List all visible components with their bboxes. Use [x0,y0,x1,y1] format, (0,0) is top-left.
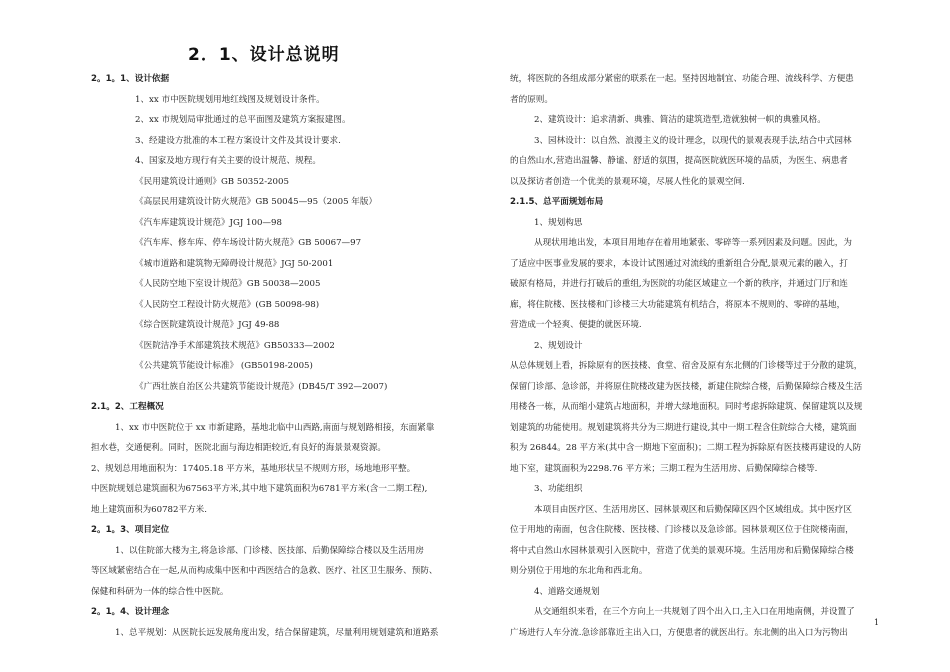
text-line: 积为 26844。28 平方米(其中含一期地下室面积)；二期工程为拆除原有医技楼再建设的人防 [510,443,862,453]
text-line: 《汽车库建筑设计规范》JGJ 100—98 [135,217,282,228]
subheading: 4、道路交通规划 [534,586,600,597]
text-line: 者的原则。 [510,94,553,105]
text-line: 2、xx 市规划局审批通过的总平面图及建筑方案报建图。 [135,115,351,125]
text-line: 《公共建筑节能设计标准》 (GB50198-2005) [135,361,313,371]
subheading: 3、功能组织 [534,484,583,494]
text-line: 担水巷，交通便利。同时，医院北面与海边相距较近,有良好的海景景观资源。 [91,443,386,453]
page-number: 1 [874,618,880,627]
basis-list [91,90,469,172]
section-heading: 2.1.5、总平面规划布局 [510,197,604,207]
text-line: 地上建筑面积为60782平方米. [91,504,208,515]
text-line: 位于用地的南面，包含住院楼、医技楼、门诊楼以及急诊部。园林景观区位于住院楼南面， [510,525,854,535]
text-line: 用楼各一栋，从而缩小建筑占地面积，并增大绿地面积。同时考虑拆除建筑、保留建筑以及规 [510,402,863,412]
position-paragraph [91,541,469,603]
text-line: 广场进行人车分流.急诊部靠近主出入口，方便患者的就医出行。东北侧的出入口为污物出 [510,627,848,638]
text-line: 保健和科研为一体的综合性中医院。 [91,586,229,597]
text-line: 中医院规划总建筑面积为67563平方米,其中地下建筑面积为6781平方米(含一二期工程), [91,484,428,494]
text-line: 了适应中医事业发展的要求，本设计试图通过对流线的重新组合分配,景观元素的融入，打 [510,258,848,269]
text-line: 的自然山水,营造出温馨、静谧、舒适的氛围，提高医院就医环境的品质，为医生、病患者 [510,156,848,166]
landscape-paragraph [510,131,902,193]
right-column [510,69,902,643]
text-line: 《高层民用建筑设计防火规范》GB 50045—95（2005 年版） [135,197,378,207]
text-line: 《广西壮族自治区公共建筑节能设计规范》(DB45/T 392—2007) [135,381,388,392]
function-paragraph [510,500,902,582]
text-line: 1、xx 市中医院位于 xx 市新建路，基地北临中山西路,南面与规划路相接，东面紧靠 [115,422,435,433]
text-line: 从现状用地出发，本项目用地存在着用地紧张、零碎等一系列因素及问题。因此，为 [534,238,852,248]
subheading: 1、规划构思 [534,217,583,228]
text-line: 将中式自然山水园林景观引入医院中，营造了优美的景观环境。生活用房和后勤保障综合楼 [510,545,854,556]
continued-paragraph [510,69,902,110]
text-line: 1、总平规划：从医院长远发展角度出发，结合保留建筑，尽量利用规划建筑和道路系 [115,627,439,638]
text-line: 划建筑的功能使用。规划建筑将共分为三期进行建设,其中一期工程含住院综合大楼，建筑面 [510,422,857,433]
overview-paragraph [91,418,469,521]
road-paragraph [510,602,902,643]
text-line: 3、经建设方批准的本工程方案设计文件及其设计要求. [135,135,341,146]
text-line: 统，将医院的各组成部分紧密的联系在一起。坚持因地制宜、功能合理、流线科学、方便患 [510,74,854,84]
text-line: 地下室，建筑面积为2298.76 平方米；三期工程为生活用房、后勤保障综合楼等. [510,463,818,474]
section-heading: 2。1。1、设计依据 [91,74,170,84]
text-line: 保留门诊部、急诊部，并将原住院楼改建为医技楼，新建住院综合楼，后勤保障综合楼及生活 [510,381,863,392]
text-line: 2、规划总用地面积为：17405.18 平方米，基地形状呈不规则方形，场地地形平整。 [91,463,416,474]
text-line: 4、国家及地方现行有关主要的设计规范、规程。 [135,156,321,166]
text-line: 2、建筑设计：追求清新、典雅、简洁的建筑造型,造就独树一帜的典雅风格。 [534,115,826,125]
section-heading: 2.1。2、工程概况 [91,402,164,412]
plan-paragraph [510,233,902,336]
text-line: 等区域紧密结合在一起,从而构成集中医和中西医结合的急救、医疗、社区卫生服务、预防、 [91,566,438,576]
text-line: 廊，将住院楼、医技楼和门诊楼三大功能建筑有机结合，将原本不规则的、零碎的基地， [510,299,846,310]
subheading: 2、规划设计 [534,340,583,351]
section-heading: 2。1。4、设计理念 [91,607,170,617]
text-line: 破原有格局，并进行打破后的重组,为医院的功能区域建立一个新的秩序，并通过门厅和连 [510,279,848,289]
text-line: 3、园林设计：以自然、浪漫主义的设计理念，以现代的景观表现手法,结合中式园林 [534,135,852,146]
text-line: 以及探访者创造一个优美的景观环境，尽展人性化的景观空间. [510,176,745,187]
text-line: 《汽车库、修车库、停车场设计防火规范》GB 50067—97 [135,238,362,248]
text-line: 《医院洁净手术部建筑技术规范》GB50333—2002 [135,340,335,351]
text-line: 营造成一个轻爽、便捷的就医环境. [510,320,642,330]
section-heading: 2。1。3、项目定位 [91,525,170,535]
text-line: 《城市道路和建筑物无障碍设计规范》JGJ 50-2001 [135,258,334,269]
text-line: 《人民防空地下室设计规范》GB 50038—2005 [135,279,321,289]
text-line: 《人民防空工程设计防火规范》(GB 50098-98) [135,299,320,310]
design-paragraph [510,356,902,479]
text-line: 则分别位于用地的东北角和西北角。 [510,566,648,576]
text-line: 1、xx 市中医院规划用地红线图及规划设计条件。 [135,94,325,105]
text-line: 《综合医院建筑设计规范》JGJ 49-88 [135,320,280,330]
text-line: 从交通组织来看，在三个方向上一共规划了四个出入口,主入口在用地南侧，并设置了 [534,607,855,617]
left-column [91,69,469,643]
codes-list [91,172,469,398]
text-line: 本项目由医疗区、生活用房区、园林景观区和后勤保障区四个区域组成。其中医疗区 [534,504,852,515]
text-line: 《民用建筑设计通则》GB 50352-2005 [135,176,289,187]
text-line: 1、以住院部大楼为主,将急诊部、门诊楼、医技部、后勤保障综合楼以及生活用房 [115,545,424,556]
text-line: 从总体规划上看，拆除原有的医技楼、食堂、宿舍及原有东北侧的门诊楼等过于分散的建筑， [510,361,863,371]
page-title: 2．1、设计总说明 [188,45,340,65]
